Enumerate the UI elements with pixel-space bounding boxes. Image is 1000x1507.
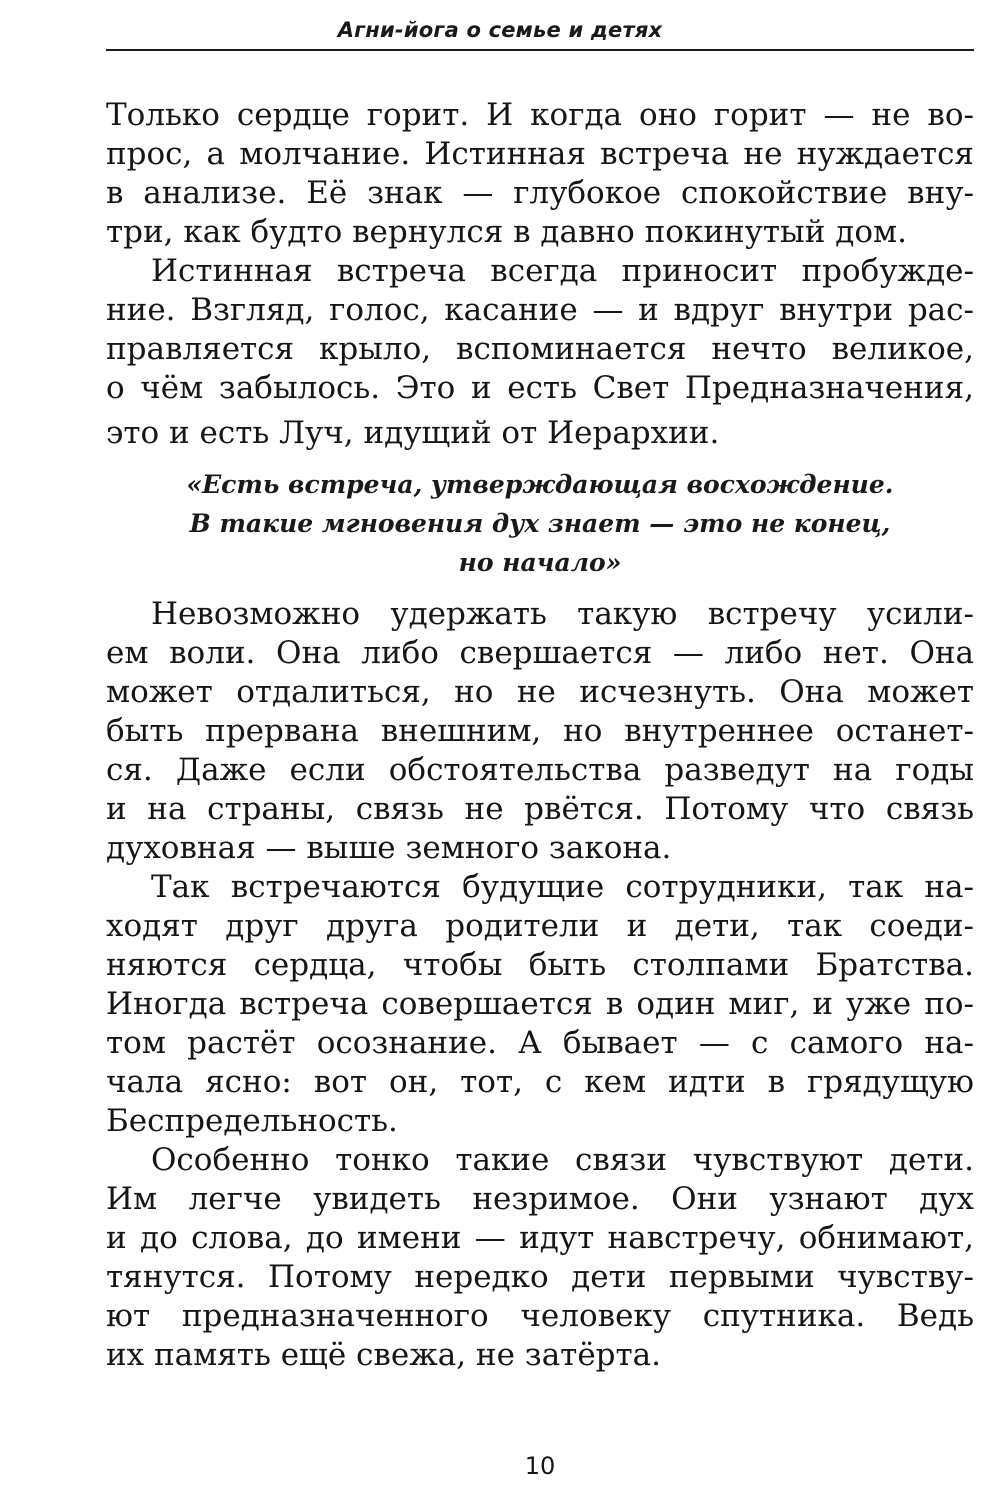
running-title: Агни-йога о семье и детях [337, 18, 663, 42]
text-line: духовная — выше земного закона. [106, 830, 672, 866]
text-line: в анализе. Её знак — глубокое спокойствие вну- [106, 175, 974, 211]
page-number: 10 [524, 1452, 556, 1480]
text-line: это и есть Луч, идущий от Иерархии. [106, 415, 720, 451]
text-line: прос, а молчание. Истинная встреча не нуждается [106, 136, 974, 172]
quote-line: «Есть встреча, утверждающая восхождение. [186, 470, 894, 499]
text-line: Им легче увидеть незримое. Они узнают дух [106, 1181, 974, 1217]
text-line: ние. Взгляд, голос, касание — и вдруг внутри рас- [106, 292, 974, 328]
text-line: ют предназначенного человеку спутника. Ведь [106, 1298, 974, 1334]
text-line: Особенно тонко такие связи чувствуют дети. [151, 1142, 974, 1178]
paragraph [106, 252, 974, 453]
text-line: три, как будто вернулся в давно покинутый дом. [106, 214, 907, 250]
text-line: ем воли. Она либо свершается — либо нет. Она [106, 635, 974, 671]
page-body [106, 96, 974, 1375]
epigraph-quote [106, 465, 974, 582]
text-line: их память ещё свежа, не затёрта. [106, 1337, 662, 1373]
text-line: чала ясно: вот он, тот, с кем идти в грядущую [106, 1064, 974, 1100]
text-line: правляется крыло, вспоминается нечто великое, [106, 331, 974, 367]
text-line: Только сердце горит. И когда оно горит — не во- [106, 97, 974, 133]
text-line: тянутся. Потому нередко дети первыми чувству- [106, 1259, 974, 1295]
paragraph [106, 868, 974, 1141]
text-line: и до слова, до имени — идут навстречу, обнимают, [106, 1220, 974, 1256]
text-line: Иногда встреча совершается в один миг, и уже по- [106, 986, 974, 1022]
text-line: Невозможно удержать такую встречу усили- [151, 596, 974, 632]
text-line: том растёт осознание. А бывает — с самого на- [106, 1025, 974, 1061]
paragraph [106, 1141, 974, 1375]
text-line: может отдалиться, но не исчезнуть. Она может [106, 674, 974, 710]
text-line: Беспредельность. [106, 1103, 398, 1139]
text-line: Так встречаются будущие сотрудники, так на- [151, 869, 974, 905]
text-line: Истинная встреча всегда приносит пробужде- [151, 253, 974, 289]
text-line: и на страны, связь не рвётся. Потому что связь [106, 791, 974, 827]
quote-line: В такие мгновения дух знает — это не конец, [189, 509, 891, 538]
text-line: о чём забылось. Это и есть Свет Предназначения, [106, 370, 974, 406]
text-line: няются сердца, чтобы быть столпами Братства. [106, 947, 974, 983]
quote-line: но начало» [458, 548, 622, 577]
paragraph [106, 595, 974, 868]
text-line: быть прервана внешним, но внутреннее останет- [106, 713, 974, 749]
text-line: ходят друг друга родители и дети, так соеди- [106, 908, 974, 944]
header-rule [106, 49, 974, 51]
text-line: ся. Даже если обстоятельства разведут на годы [106, 752, 974, 788]
paragraph [106, 96, 974, 252]
